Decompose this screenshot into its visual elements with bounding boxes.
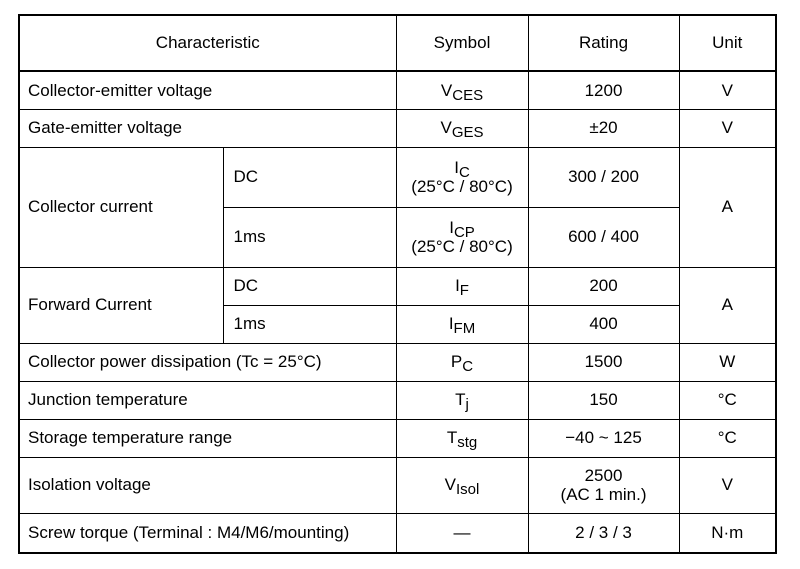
rating-cell: 1200 — [528, 71, 679, 109]
condition-cell: 1ms — [223, 207, 396, 267]
characteristic-cell: Junction temperature — [19, 381, 396, 419]
symbol-cell: $V_{CES}$ — [396, 71, 528, 109]
symbol-cell: $T_{stg}$ — [396, 419, 528, 457]
unit-cell: V — [679, 109, 776, 147]
characteristic-cell: Collector power dissipation (Tc = 25°C) — [19, 343, 396, 381]
unit-cell: V — [679, 71, 776, 109]
symbol-cell: $I_{FM}$ — [396, 305, 528, 343]
rating-cell: 150 — [528, 381, 679, 419]
condition-cell: DC — [223, 147, 396, 207]
rating-cell: −40 ~ 125 — [528, 419, 679, 457]
header-row — [19, 15, 776, 71]
characteristic-cell: Gate-emitter voltage — [19, 109, 396, 147]
characteristic-cell: Collector-emitter voltage — [19, 71, 396, 109]
rating-cell: 600 / 400 — [528, 207, 679, 267]
characteristic-cell: Forward Current — [19, 267, 223, 343]
table-row — [19, 513, 776, 553]
table-row — [19, 267, 776, 305]
ratings-table — [18, 14, 777, 554]
table-row — [19, 109, 776, 147]
header-characteristic: Characteristic — [19, 15, 396, 71]
symbol-cell: — — [396, 513, 528, 553]
rating-cell: 2 / 3 / 3 — [528, 513, 679, 553]
rating-cell: 400 — [528, 305, 679, 343]
header-unit: Unit — [679, 15, 776, 71]
unit-cell: V — [679, 457, 776, 513]
symbol-cell: $I_F$ — [396, 267, 528, 305]
symbol-cell: $V_{GES}$ — [396, 109, 528, 147]
header-symbol: Symbol — [396, 15, 528, 71]
unit-cell: N·m — [679, 513, 776, 553]
table-row — [19, 457, 776, 513]
symbol-cell: $I_{CP}$ (25°C / 80°C) — [396, 207, 528, 267]
symbol-cell: $I_C$ (25°C / 80°C) — [396, 147, 528, 207]
table-row — [19, 381, 776, 419]
rating-cell: 200 — [528, 267, 679, 305]
condition-cell: DC — [223, 267, 396, 305]
unit-cell: A — [679, 267, 776, 343]
symbol-cell: $V_{Isol}$ — [396, 457, 528, 513]
characteristic-cell: Isolation voltage — [19, 457, 396, 513]
condition-cell: 1ms — [223, 305, 396, 343]
rating-cell: 300 / 200 — [528, 147, 679, 207]
symbol-cell: $P_C$ — [396, 343, 528, 381]
table-row — [19, 419, 776, 457]
symbol-cell: $T_j$ — [396, 381, 528, 419]
table-row — [19, 147, 776, 207]
table-row — [19, 71, 776, 109]
unit-cell: A — [679, 147, 776, 267]
characteristic-cell: Storage temperature range — [19, 419, 396, 457]
header-rating: Rating — [528, 15, 679, 71]
unit-cell: W — [679, 343, 776, 381]
characteristic-cell: Collector current — [19, 147, 223, 267]
unit-cell: °C — [679, 419, 776, 457]
rating-cell: 1500 — [528, 343, 679, 381]
characteristic-cell: Screw torque (Terminal : M4/M6/mounting) — [19, 513, 396, 553]
table-row — [19, 343, 776, 381]
rating-cell: 2500 (AC 1 min.) — [528, 457, 679, 513]
unit-cell: °C — [679, 381, 776, 419]
rating-cell: ±20 — [528, 109, 679, 147]
